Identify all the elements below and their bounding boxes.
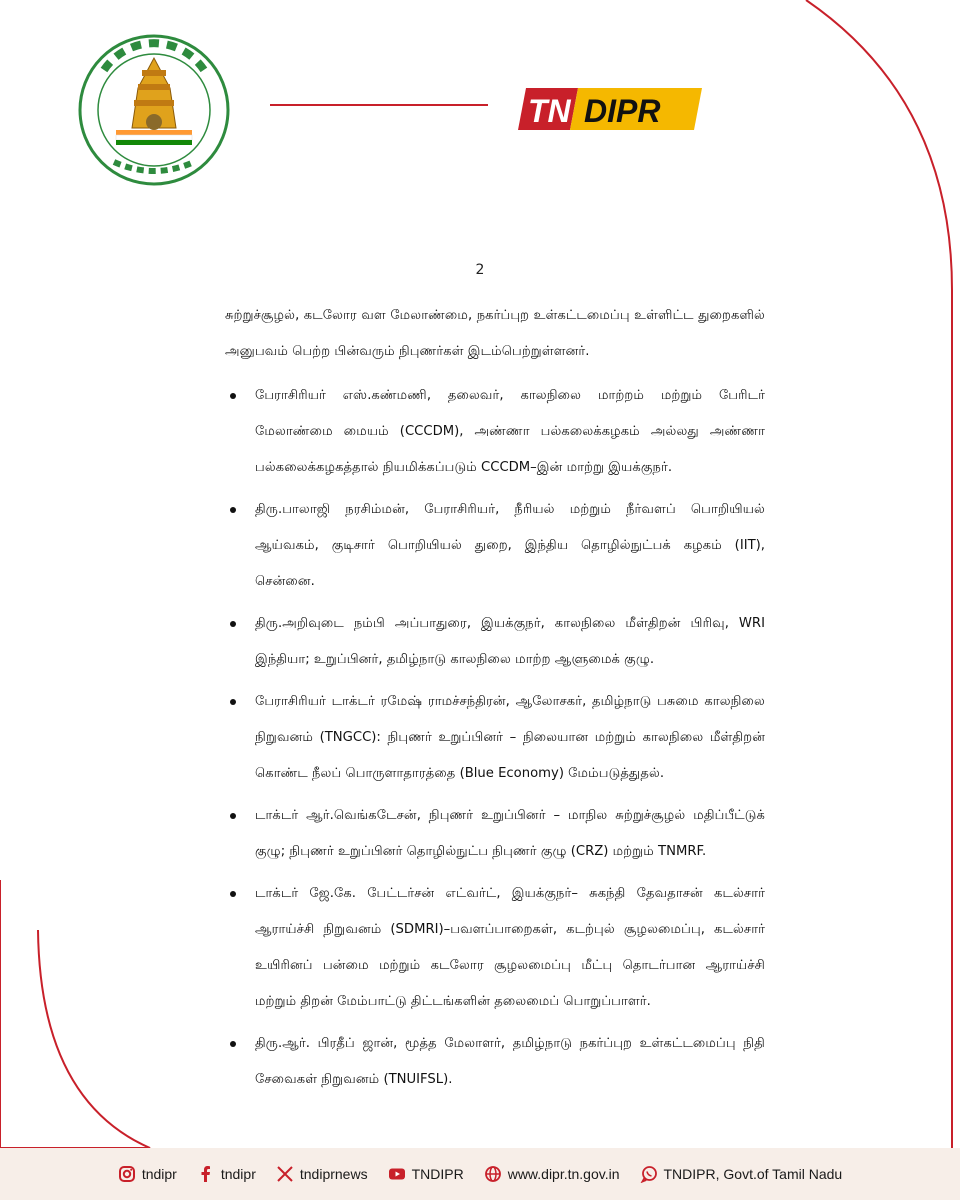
expert-item <box>225 684 765 792</box>
globe-icon <box>484 1165 502 1183</box>
bullet-icon <box>230 393 236 399</box>
tamil-nadu-emblem <box>74 30 234 190</box>
website-link[interactable] <box>484 1165 620 1183</box>
expert-text: டாக்டர் ஜே.கே. பேட்டர்சன் எட்வர்ட், இயக்குநர்– சுகந்தி தேவதாசன் கடல்சார் ஆராய்ச்சி நிறுவனம் (SDMRI)–பவளப்பாறைகள், கடற்புல் சூழலமைப்பு, கடல்சார் உயிரினப் பன்மை மற்றும் கடலோர சூழலமைப்பு மீட்பு தொடர்பான ஆராய்ச்சி மற்றும் திறன் மேம்பாட்டு திட்டங்களின் தலைமைப் பொறுப்பாளர். <box>255 886 765 1009</box>
brand-dipr: DIPR <box>584 93 661 129</box>
bullet-icon <box>230 813 236 819</box>
social-footer <box>0 1148 960 1200</box>
bullet-icon <box>230 621 236 627</box>
expert-text: பேராசிரியர் எஸ்.கண்மணி, தலைவர், காலநிலை மாற்றம் மற்றும் பேரிடர் மேலாண்மை மையம் (CCCDM), அண்ணா பல்கலைக்கழகம் அல்லது அண்ணா பல்கலைக்கழகத்தால் நியமிக்கப்படும் CCCDM–இன் மாற்று இயக்குநர். <box>255 388 765 475</box>
expert-item <box>225 876 765 1020</box>
instagram-link[interactable] <box>118 1165 177 1183</box>
bullet-icon <box>230 1041 236 1047</box>
intro-paragraph: சுற்றுச்சூழல், கடலோர வள மேலாண்மை, நகர்ப்புற உள்கட்டமைப்பு உள்ளிட்ட துறைகளில் அனுபவம் பெற்ற பின்வரும் நிபுணர்கள் இடம்பெற்றுள்ளனர். <box>225 308 765 359</box>
document-body <box>225 298 765 1104</box>
expert-text: பேராசிரியர் டாக்டர் ரமேஷ் ராமச்சந்திரன், ஆலோசகர், தமிழ்நாடு பசுமை காலநிலை நிறுவனம் (TNGCC): நிபுணர் உறுப்பினர் – நிலையான மற்றும் காலநிலை மீள்திறன் கொண்ட நீலப் பொருளாதாரத்தை (Blue Economy) மேம்படுத்துதல். <box>255 694 765 781</box>
youtube-link[interactable] <box>388 1165 464 1183</box>
tndipr-logo <box>518 84 702 134</box>
bullet-icon <box>230 891 236 897</box>
bullet-icon <box>230 507 236 513</box>
whatsapp-label: TNDIPR, Govt.of Tamil Nadu <box>663 1166 843 1182</box>
whatsapp-icon <box>640 1165 658 1183</box>
x-icon <box>276 1165 294 1183</box>
expert-text: திரு.அறிவுடை நம்பி அப்பாதுரை, இயக்குநர், காலநிலை மீள்திறன் பிரிவு, WRI இந்தியா; உறுப்பினர், தமிழ்நாடு காலநிலை மாற்ற ஆளுமைக் குழு. <box>255 616 765 667</box>
facebook-link[interactable] <box>197 1165 256 1183</box>
bullet-icon <box>230 699 236 705</box>
expert-item <box>225 492 765 600</box>
x-label: tndiprnews <box>299 1166 368 1182</box>
expert-text: டாக்டர் ஆர்.வெங்கடேசன், நிபுணர் உறுப்பினர் – மாநில சுற்றுச்சூழல் மதிப்பீட்டுக் குழு; நிபுணர் உறுப்பினர் தொழில்நுட்ப நிபுணர் குழு (CRZ) மற்றும் TNMRF. <box>255 808 765 859</box>
facebook-label: tndipr <box>220 1166 256 1182</box>
experts-list <box>225 378 765 1098</box>
expert-item <box>225 606 765 678</box>
expert-item <box>225 378 765 486</box>
instagram-label: tndipr <box>141 1166 177 1182</box>
page-number: 2 <box>475 262 485 278</box>
x-link[interactable] <box>276 1165 368 1183</box>
youtube-label: TNDIPR <box>411 1166 464 1182</box>
instagram-icon <box>118 1165 136 1183</box>
website-label: www.dipr.tn.gov.in <box>507 1166 620 1182</box>
header-divider <box>270 104 488 106</box>
expert-text: திரு.பாலாஜி நரசிம்மன், பேராசிரியர், நீரியல் மற்றும் நீர்வளப் பொறியியல் ஆய்வகம், குடிசார் பொறியியல் துறை, இந்திய தொழில்நுட்பக் கழகம் (IIT), சென்னை. <box>255 502 765 589</box>
expert-item <box>225 798 765 870</box>
expert-item <box>225 1026 765 1098</box>
facebook-icon <box>197 1165 215 1183</box>
whatsapp-link[interactable] <box>640 1165 843 1183</box>
youtube-icon <box>388 1165 406 1183</box>
expert-text: திரு.ஆர். பிரதீப் ஜான், மூத்த மேலாளர், தமிழ்நாடு நகர்ப்புற உள்கட்டமைப்பு நிதி சேவைகள் நிறுவனம் (TNUIFSL). <box>255 1036 765 1087</box>
brand-tn: TN <box>528 93 571 129</box>
